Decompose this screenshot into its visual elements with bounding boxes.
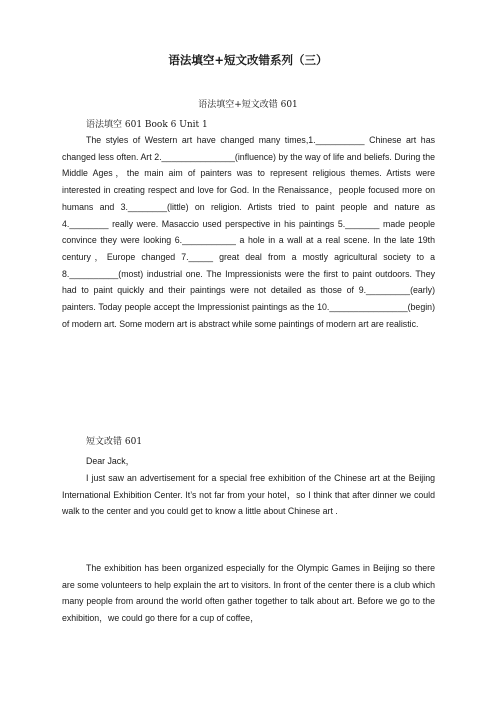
section1-label: 语法填空 601 Book 6 Unit 1 [86, 120, 208, 130]
document-title: 语法填空+短文改错系列（三） [168, 53, 328, 67]
letter-paragraph-2: The exhibition has been organized especially for the Olympic Games in Beijing so there are some volunteers to help explain the art to visitors. In front of the center there is a club which many people from around the world often gather together to talk about art. Before we go to the exhibition，we could go there for a cup of coffee， [62, 563, 435, 624]
section1-passage: The styles of Western art have changed many times,1.__________ Chinese art has changed less often. Art 2._______________(influence) by the way of life and beliefs. During the Middle Ages，the main aim of painters was to represent religious themes. Artists were interested in creating respect and love for God. In the Renaissance，people focused more on humans and 3.________(little) on religion. Artists tried to paint people and nature as 4.________ really were. Masaccio used perspective in his paintings 5._______ made people convince they were looking 6.___________ a hole in a wall at a real scene. In the late 19th century，Europe changed 7._____ great deal from a mostly agricultural society to a 8.__________(most) industrial one. The Impressionists were the first to paint outdoors. They had to paint quickly and their paintings were not detailed as those of 9._________(early) painters. Today people accept the Impressionist paintings as the 10.________________(begin) of modern art. Some modern art is abstract while some paintings of modern art are realistic. [62, 135, 435, 329]
letter-paragraph-1: I just saw an advertisement for a special free exhibition of the Chinese art at the Beijing International Exhibition Center. It’s not far from your hotel，so I think that after dinner we could walk to the center and you could get to know a little about Chinese art . [62, 473, 435, 517]
letter-greeting: Dear Jack， [86, 456, 135, 466]
section2-label: 短文改错 601 [86, 437, 143, 447]
document-subtitle: 语法填空+短文改错 601 [198, 100, 298, 110]
